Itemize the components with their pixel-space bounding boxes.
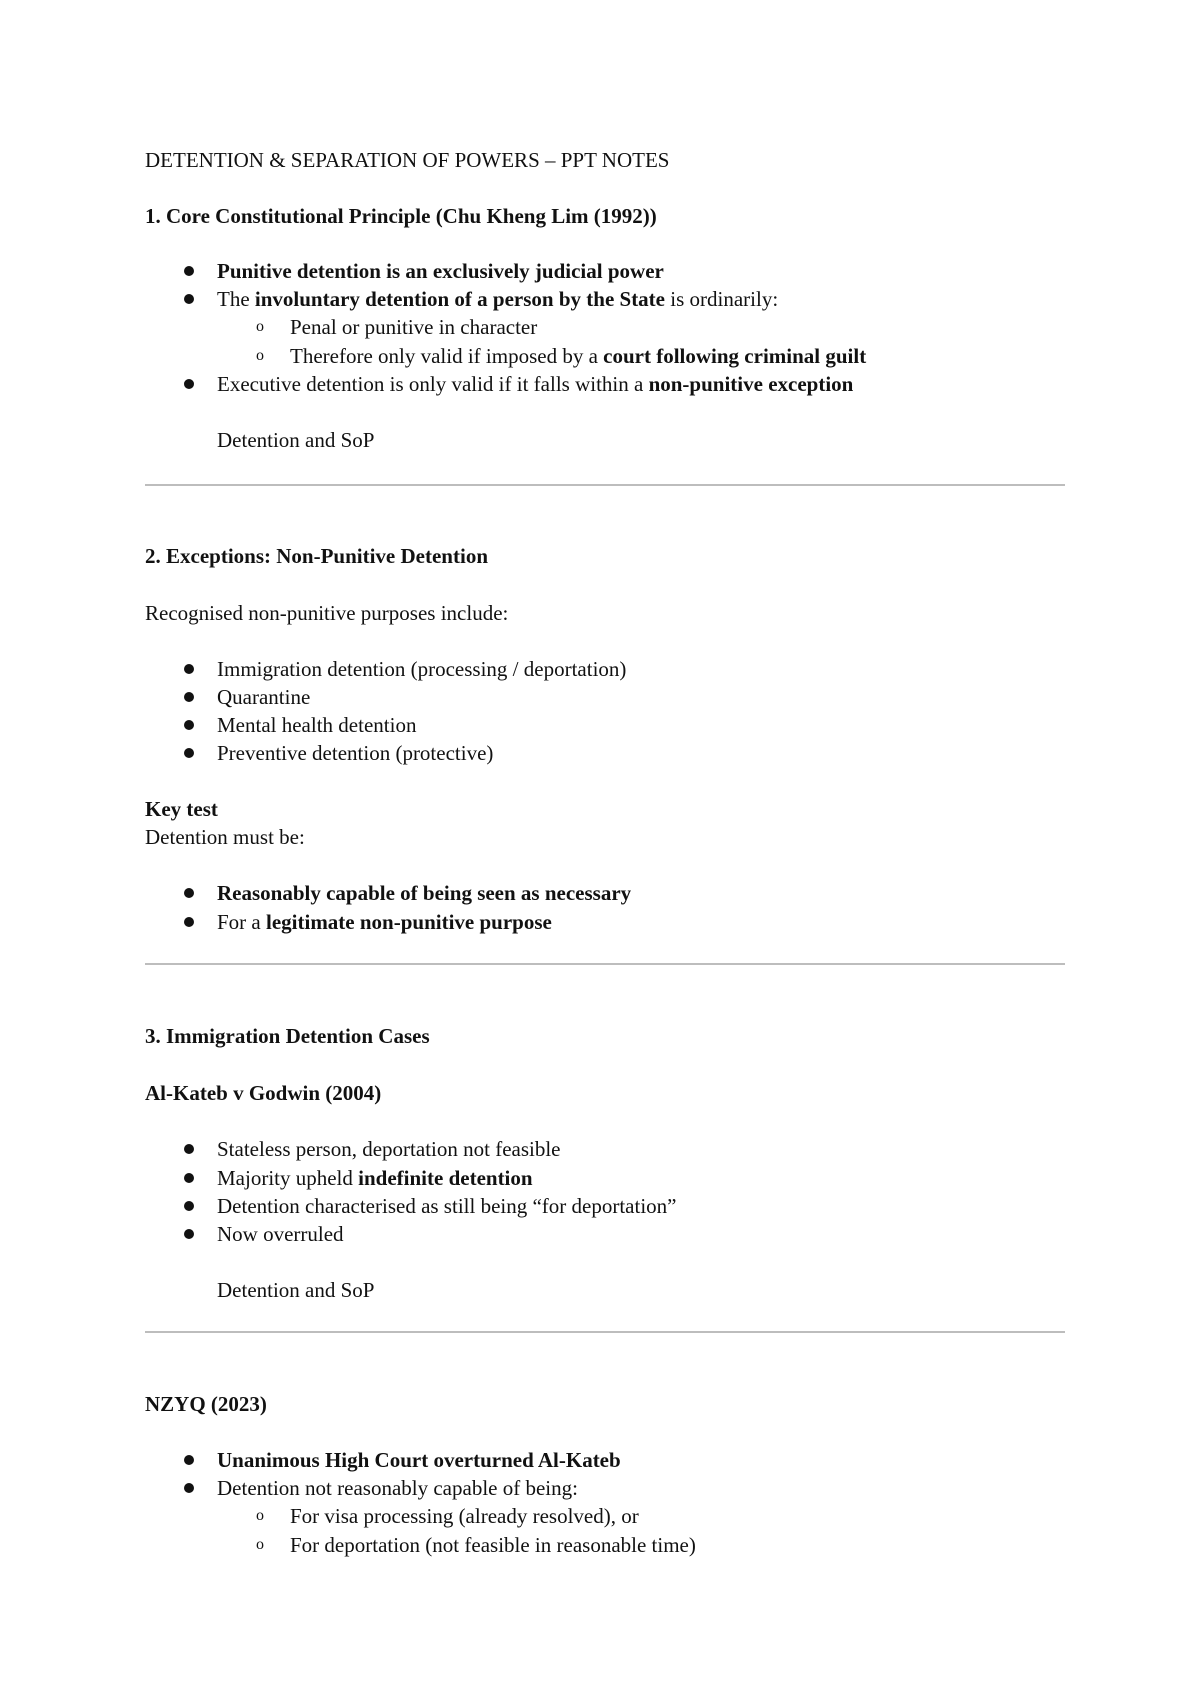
s3-footer: Detention and SoP — [217, 1278, 375, 1302]
bullet-icon — [184, 1144, 194, 1154]
bullet-icon — [184, 1455, 194, 1465]
bullet-icon — [184, 664, 194, 674]
bullet-icon — [184, 1173, 194, 1183]
bullet-icon — [184, 1483, 194, 1493]
s4-bullet-1: Unanimous High Court overturned Al-Kateb — [217, 1448, 621, 1472]
s2-item-1: Immigration detention (processing / deportation) — [217, 657, 627, 681]
s1-bullet-2-bold: involuntary detention of a person by the State — [254, 287, 666, 311]
s2-intro: Recognised non-punitive purposes include: — [145, 601, 509, 625]
sub-bullet-icon: o — [256, 1507, 264, 1524]
sub-bullet-icon: o — [256, 1536, 264, 1553]
bullet-icon — [184, 1201, 194, 1211]
s4-bullet-2: Detention not reasonably capable of being: — [217, 1476, 578, 1500]
sub-bullet-icon: o — [256, 318, 264, 335]
bullet-icon — [184, 888, 194, 898]
s2-item-3: Mental health detention — [217, 713, 417, 737]
section-2-heading: 2. Exceptions: Non-Punitive Detention — [145, 544, 488, 568]
s1-bullet-3-bold: non-punitive exception — [648, 372, 854, 396]
s3-bullet-1: Stateless person, deportation not feasible — [217, 1137, 561, 1161]
s2-must-be: Detention must be: — [145, 825, 305, 849]
s3-bullet-2-bold: indefinite detention — [358, 1166, 533, 1190]
bullet-icon — [184, 720, 194, 730]
s1-bullet-2 — [217, 286, 778, 312]
s2-item-4: Preventive detention (protective) — [217, 741, 494, 765]
s1-sub-2 — [290, 343, 866, 369]
s1-sub-2-pre: Therefore only valid if imposed by a — [290, 344, 604, 368]
bullet-icon — [184, 1229, 194, 1239]
case-nzyq: NZYQ (2023) — [145, 1392, 267, 1416]
bullet-icon — [184, 917, 194, 927]
s2-key-1: Reasonably capable of being seen as necessary — [217, 881, 632, 905]
s3-bullet-2-pre: Majority upheld — [217, 1166, 359, 1190]
s1-bullet-2-post: is ordinarily: — [665, 287, 779, 311]
bullet-icon — [184, 692, 194, 702]
s1-footer: Detention and SoP — [217, 428, 375, 452]
s3-bullet-4: Now overruled — [217, 1222, 344, 1246]
s2-key-2 — [217, 909, 552, 935]
bullet-icon — [184, 266, 194, 276]
divider — [145, 1331, 1065, 1333]
divider — [145, 484, 1065, 486]
s1-bullet-3-pre: Executive detention is only valid if it falls within a — [217, 372, 649, 396]
s1-sub-2-bold: court following criminal guilt — [603, 344, 867, 368]
section-3-heading: 3. Immigration Detention Cases — [145, 1024, 430, 1048]
bullet-icon — [184, 748, 194, 758]
s1-sub-1: Penal or punitive in character — [290, 315, 538, 339]
key-test-heading: Key test — [145, 797, 218, 821]
s3-bullet-3: Detention characterised as still being “for deportation” — [217, 1194, 677, 1218]
s1-bullet-3 — [217, 371, 853, 397]
sub-bullet-icon: o — [256, 347, 264, 364]
s2-key-2-bold: legitimate non-punitive purpose — [266, 910, 552, 934]
bullet-icon — [184, 294, 194, 304]
s2-item-2: Quarantine — [217, 685, 311, 709]
s4-sub-1: For visa processing (already resolved), or — [290, 1504, 639, 1528]
bullet-icon — [184, 379, 194, 389]
document-title: DETENTION & SEPARATION OF POWERS – PPT NOTES — [145, 148, 670, 172]
s2-key-2-pre: For a — [217, 910, 266, 934]
section-1-heading: 1. Core Constitutional Principle (Chu Kheng Lim (1992)) — [145, 204, 657, 228]
divider — [145, 963, 1065, 965]
s3-bullet-2 — [217, 1165, 533, 1191]
s4-sub-2: For deportation (not feasible in reasonable time) — [290, 1533, 696, 1557]
s1-bullet-2-pre: The — [217, 287, 255, 311]
case-al-kateb: Al-Kateb v Godwin (2004) — [145, 1081, 382, 1105]
s1-bullet-1: Punitive detention is an exclusively judicial power — [217, 259, 664, 283]
